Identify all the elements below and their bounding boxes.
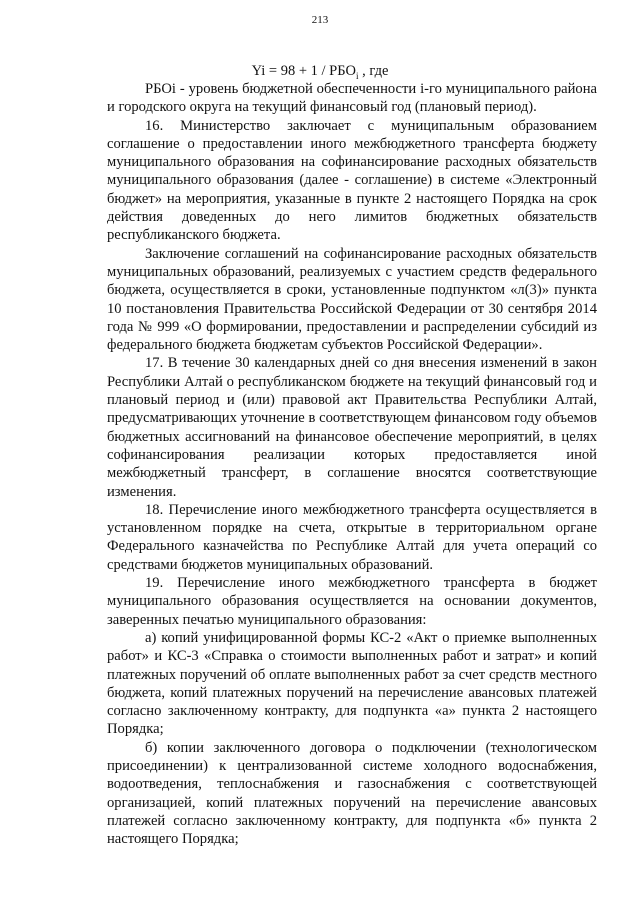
paragraph-19-a: а) копий унифицированной формы КС-2 «Акт о приемке выполненных работ» и КС-3 «Справка о стоимости выполненных работ и затрат» и копий платежных поручений об оплате выполненных работ за счет средств местного бюджета, копий платежных поручений на перечисление авансовых платежей согласно заключенному контракту, для подпункта «а» пункта 2 настоящего Порядка; — [107, 629, 597, 738]
paragraph-rbo-definition: РБОi - уровень бюджетной обеспеченности i-го муниципального района и городского округа на текущий финансовый год (плановый период). — [107, 81, 597, 116]
formula — [0, 63, 640, 81]
paragraph-17: 17. В течение 30 календарных дней со дня внесения изменений в закон Республики Алтай о республиканском бюджете на текущий финансовый год и плановый период и (или) правовой акт Правительства Республики Алтай, предусматривающих уточнение в соответствующем финансовом году объемов бюджетных ассигнований на финансовое обеспечение мероприятий, в целях софинансирования реализации которых предоставляется иной межбюджетный трансферт, в соглашение вносятся соответствующие изменения. — [107, 355, 597, 500]
document-body — [107, 80, 597, 848]
paragraph-19: 19. Перечисление иного межбюджетного трансферта в бюджет муниципального образования осуществляется на основании документов, заверенных печатью муниципального образования: — [107, 575, 597, 628]
paragraph-19-b: б) копии заключенного договора о подключении (технологическом присоединении) к централизованной системе холодного водоснабжения, водоотведения, теплоснабжения и газоснабжения с соответствующей организацией, копий платежных поручений на перечисление авансовых платежей согласно заключенному контракту, для подпункта «б» пункта 2 настоящего Порядка; — [107, 739, 597, 848]
formula-subscript: i — [355, 70, 359, 81]
paragraph-agreements: Заключение соглашений на софинансирование расходных обязательств муниципальных образований, реализуемых с участием средств федерального бюджета, осуществляется в сроки, установленные подпунктом «л(3)» пункта 10 постановления Правительства Российской Федерации от 30 сентября 2014 года № 999 «О формировании, предоставлении и распределении субсидий из федерального бюджета бюджетам субъектов Российской Федерации». — [107, 245, 597, 354]
formula-suffix: , где — [358, 63, 389, 79]
formula-main: Yi = 98 + 1 / РБО — [251, 63, 356, 79]
paragraph-16: 16. Министерство заключает с муниципальным образованием соглашение о предоставлении иного межбюджетного трансферта бюджету муниципального образования на софинансирование расходных обязательств муниципального образования (далее - соглашение) в системе «Электронный бюджет» на мероприятия, указанные в пункте 2 настоящего Порядка на срок действия доведенных до него лимитов бюджетных обязательств республиканского бюджета. — [107, 117, 597, 244]
page-number: 213 — [311, 14, 329, 26]
paragraph-18: 18. Перечисление иного межбюджетного трансферта осуществляется в установленном порядке на счета, открытые в территориальном органе Федерального казначейства по Республике Алтай для учета операций со средствами бюджетов муниципальных образований. — [107, 501, 597, 573]
